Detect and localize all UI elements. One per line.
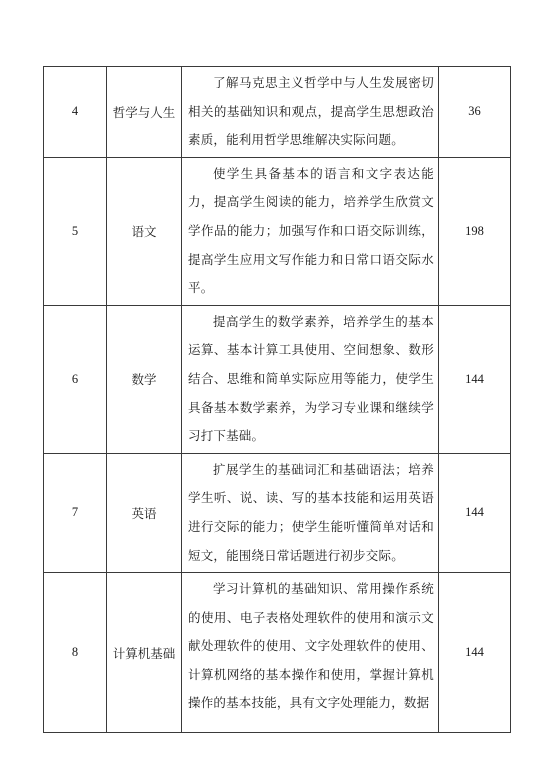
- course-table: [43, 66, 511, 733]
- course-number: 8: [44, 573, 107, 733]
- course-number: 4: [44, 67, 107, 158]
- course-hours: 144: [439, 573, 511, 733]
- course-hours: 198: [439, 157, 511, 305]
- course-number: 6: [44, 305, 107, 453]
- course-hours: 36: [439, 67, 511, 158]
- course-name: 数学: [107, 305, 182, 453]
- table-row: [44, 157, 511, 305]
- table-row: [44, 305, 511, 453]
- course-hours: 144: [439, 305, 511, 453]
- course-description: 学习计算机的基础知识、常用操作系统的使用、电子表格处理软件的使用和演示文献处理软件的使用、文字处理软件的使用、计算机网络的基本操作和使用，掌握计算机操作的基本技能，具有文字处理能力，数据: [188, 581, 434, 711]
- course-hours: 144: [439, 453, 511, 572]
- table-row: [44, 67, 511, 158]
- course-number: 7: [44, 453, 107, 572]
- course-description: 提高学生的数学素养，培养学生的基本运算、基本计算工具使用、空间想象、数形结合、思维和简单实际应用等能力，使学生具备基本数学素养，为学习专业课和继续学习打下基础。: [182, 305, 439, 453]
- course-name: 哲学与人生: [107, 67, 182, 158]
- course-description: 使学生具备基本的语言和文字表达能力，提高学生阅读的能力，培养学生欣赏文学作品的能力；加强写作和口语交际训练，提高学生应用文写作能力和日常口语交际水平。: [182, 157, 439, 305]
- course-name: 英语: [107, 453, 182, 572]
- table-row: [44, 573, 511, 733]
- course-name: 计算机基础: [107, 573, 182, 733]
- course-description: 了解马克思主义哲学中与人生发展密切相关的基础知识和观点，提高学生思想政治素质，能利用哲学思维解决实际问题。: [182, 67, 439, 158]
- course-name: 语文: [107, 157, 182, 305]
- table-row: [44, 453, 511, 572]
- course-description-cell: [182, 573, 439, 733]
- course-description: 扩展学生的基础词汇和基础语法；培养学生听、说、读、写的基本技能和运用英语进行交际的能力；使学生能听懂简单对话和短文，能围绕日常话题进行初步交际。: [182, 453, 439, 572]
- course-number: 5: [44, 157, 107, 305]
